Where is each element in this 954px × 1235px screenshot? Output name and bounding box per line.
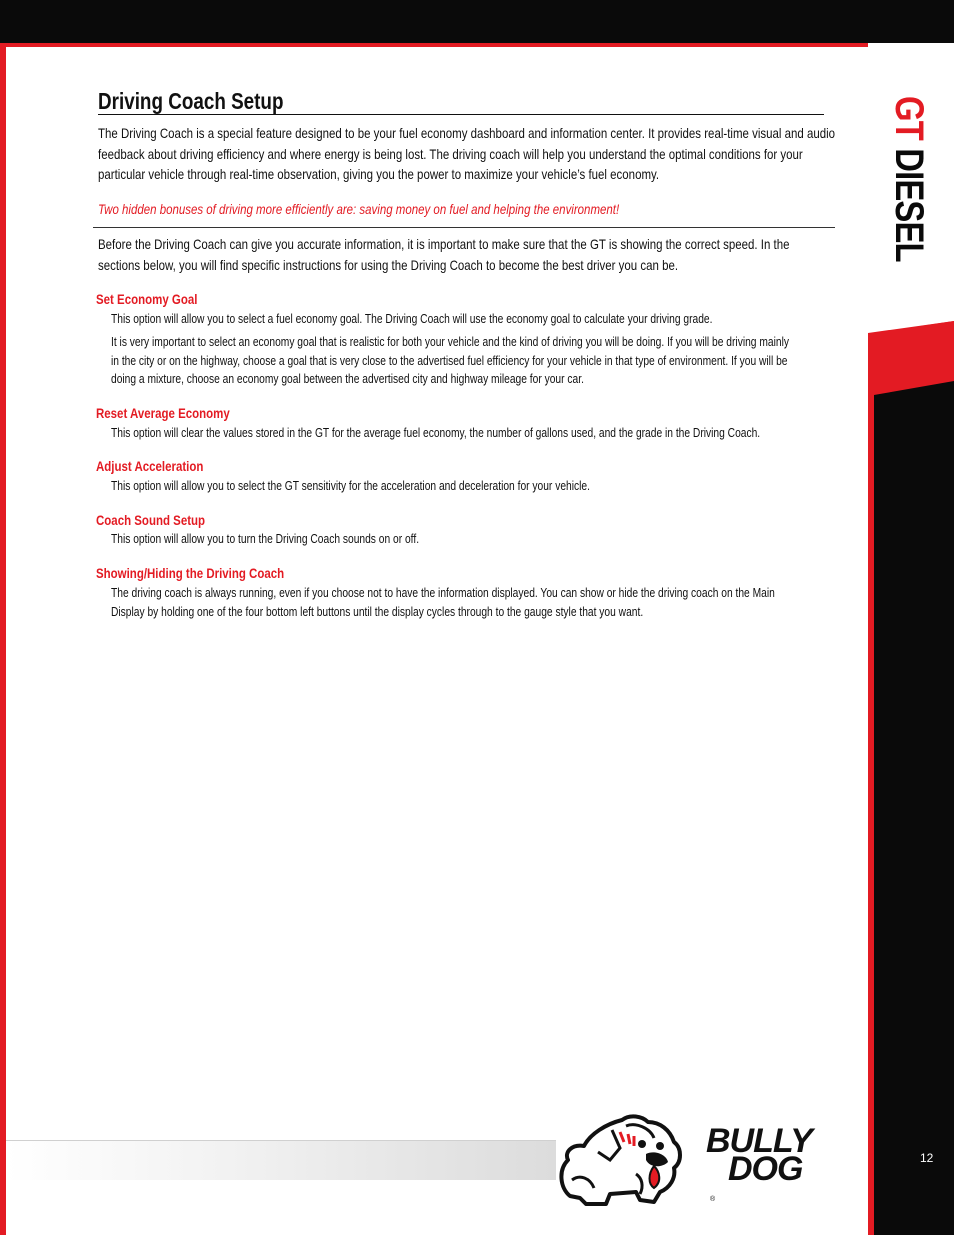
section-line: in the city or on the highway, choose a goal that is very close to the advertised fuel efficiency for your vehicle in that type of environment. If you will be (111, 353, 788, 368)
section-text (111, 477, 834, 496)
section-text (111, 333, 834, 389)
section-text (111, 310, 834, 329)
logo-text-dog: DOG (728, 1150, 803, 1188)
intro-paragraph (98, 123, 836, 185)
section-line: This option will allow you to select the GT sensitivity for the acceleration and deceleration for your vehicle. (111, 479, 590, 493)
intro-line: feedback about driving efficiency and where energy is being lost. The driving coach will help you understand the optimal conditions for your (98, 145, 803, 162)
section-line: The driving coach is always running, even if you choose not to have the information displayed. You can show or hide the driving coach on the Main (111, 586, 775, 600)
section-divider (93, 227, 835, 228)
left-accent-stripe (0, 43, 6, 1235)
brand-gt: GT (887, 96, 931, 140)
brand-diesel: DIESEL (887, 139, 931, 262)
logo-text-bully: BULLY (706, 1122, 812, 1160)
section-heading-reset-average-economy: Reset Average Economy (96, 405, 230, 421)
page-number: 12 (920, 1151, 934, 1165)
header-accent-stripe (0, 43, 954, 47)
section-heading-showing-hiding: Showing/Hiding the Driving Coach (96, 565, 285, 581)
italic-note: Two hidden bonuses of driving more efficiently are: saving money on fuel and helping the environment! (98, 201, 620, 217)
intro-line: The Driving Coach is a special feature designed to be your fuel economy dashboard and information center. It provides real-time visual and audio (98, 125, 836, 141)
section-line: This option will clear the values stored in the GT for the average fuel economy, the number of gallons used, and the grade in the Driving Coach. (111, 426, 761, 440)
section-heading-adjust-acceleration: Adjust Acceleration (96, 458, 204, 474)
registered-mark: ® (710, 1196, 716, 1203)
section-line: It is very important to select an economy goal that is realistic for both your vehicle and the kind of driving you will be doing. If you will be driving mainly (111, 335, 789, 349)
section-line: Display by holding one of the four bottom left buttons until the display cycles through to the gauge style that you want. (111, 604, 644, 619)
before-line: Before the Driving Coach can give you accurate information, it is important to make sure that the GT is showing the correct speed. In the (98, 236, 790, 252)
before-line: sections below, you will find specific instructions for using the Driving Coach to become the best driver you can be. (98, 256, 679, 273)
intro-line: particular vehicle through real-time observation, giving you the power to maximize your vehicle’s fuel economy. (98, 166, 660, 183)
section-line: This option will allow you to select a fuel economy goal. The Driving Coach will use the economy goal to calculate your driving grade. (111, 312, 713, 326)
footer-gradient-band (6, 1140, 556, 1180)
page-title: Driving Coach Setup (98, 88, 284, 114)
section-text (111, 530, 834, 549)
section-line: This option will allow you to turn the Driving Coach sounds on or off. (111, 532, 420, 546)
footer-rule (6, 1140, 556, 1141)
header-bar (0, 0, 954, 43)
section-heading-coach-sound-setup: Coach Sound Setup (96, 512, 206, 528)
section-heading-set-economy-goal: Set Economy Goal (96, 291, 198, 307)
before-paragraph (98, 234, 836, 275)
section-text (111, 584, 834, 621)
section-line: doing a mixture, choose an economy goal between the advertised city and highway mileage for your car. (111, 372, 584, 386)
brand-vertical (868, 96, 954, 276)
title-underline (98, 114, 824, 115)
section-text (111, 424, 834, 443)
